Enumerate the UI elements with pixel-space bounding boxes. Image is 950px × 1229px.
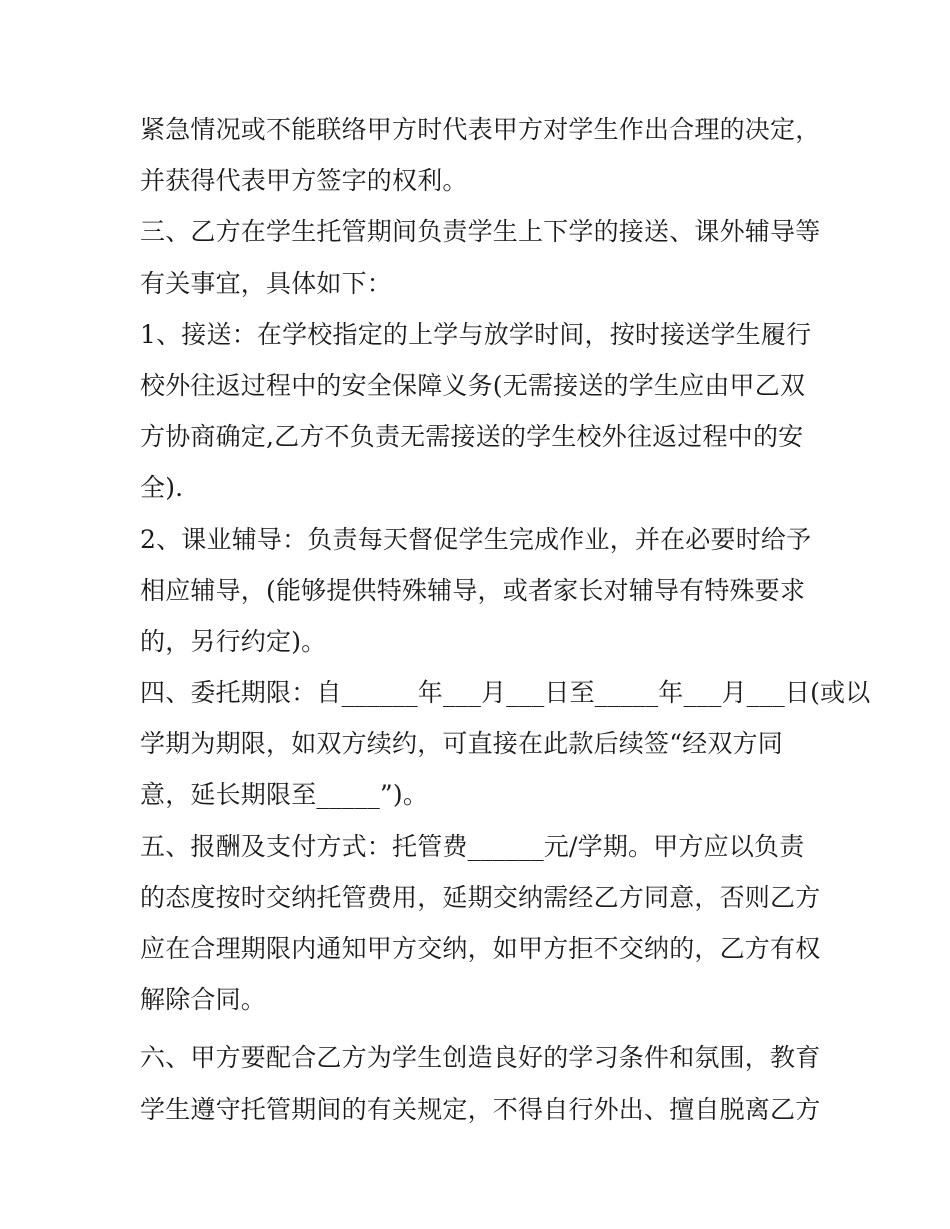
text-line: 有关事宜，具体如下： xyxy=(140,268,393,298)
text-line: 全). xyxy=(140,473,184,503)
text-line: 校外往返过程中的安全保障义务(无需接送的学生应由甲乙双 xyxy=(140,370,806,400)
text-line: 学期为期限，如双方续约，可直接在此款后续签“经双方同 xyxy=(140,729,783,759)
text-line: 六、甲方要配合乙方为学生创造良好的学习条件和氛围，教育 xyxy=(140,1043,821,1073)
text-line: 方协商确定,乙方不负责无需接送的学生校外往返过程中的安 xyxy=(140,422,804,452)
text-line: 的，另行约定)。 xyxy=(140,626,327,656)
text-line: 的态度按时交纳托管费用，延期交纳需经乙方同意，否则乙方 xyxy=(140,882,821,912)
text-line: 应在合理期限内通知甲方交纳，如甲方拒不交纳的，乙方有权 xyxy=(140,934,821,963)
text-line: 2、课业辅导：负责每天督促学生完成作业，并在必要时给予 xyxy=(140,524,812,554)
text-line: 1、接送：在学校指定的上学与放学时间，按时接送学生履行 xyxy=(140,319,812,349)
text-line: 相应辅导，(能够提供特殊辅导，或者家长对辅导有特殊要求 xyxy=(140,575,806,605)
text-line: 五、报酬及支付方式：托管费______元/学期。甲方应以负责 xyxy=(140,831,805,861)
text-line: 学生遵守托管期间的有关规定，不得自行外出、擅自脱离乙方 xyxy=(140,1094,821,1124)
text-line: 三、乙方在学生托管期间负责学生上下学的接送、课外辅导等 xyxy=(140,217,821,247)
text-line: 解除合同。 xyxy=(140,985,267,1015)
text-line: 并获得代表甲方签字的权利。 xyxy=(140,166,468,196)
document-body xyxy=(140,104,871,1135)
text-line: 四、委托期限：自______年___月___日至_____年___月___日(或以 xyxy=(140,678,871,708)
text-line: 紧急情况或不能联络甲方时代表甲方对学生作出合理的决定， xyxy=(140,115,821,144)
text-line: 意，延长期限至_____”)。 xyxy=(140,780,429,810)
